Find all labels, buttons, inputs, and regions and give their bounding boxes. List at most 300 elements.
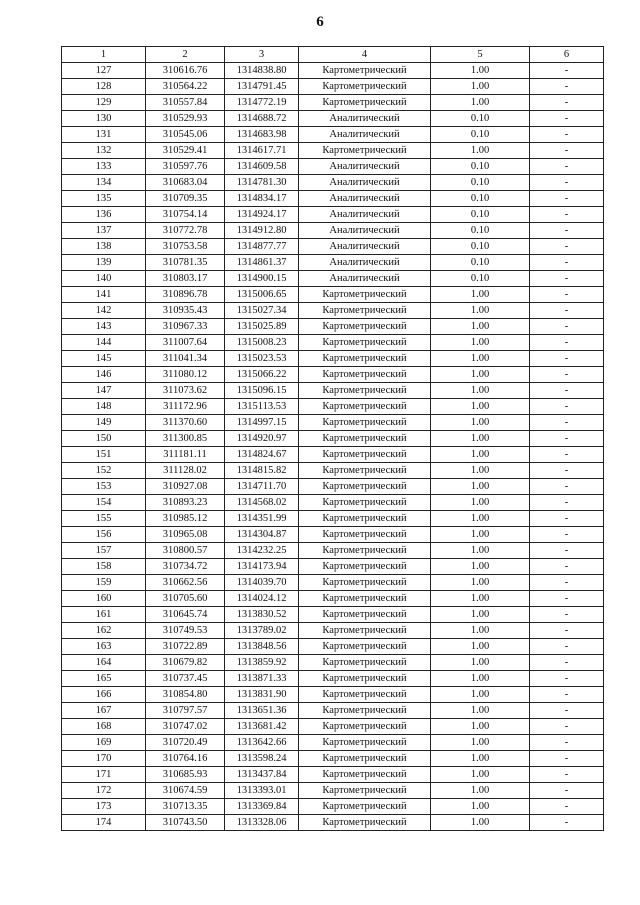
method-cell: Картометрический	[299, 735, 431, 751]
accuracy-cell: 1.00	[431, 815, 530, 831]
accuracy-cell: 1.00	[431, 79, 530, 95]
y-coordinate-cell: 1313831.90	[225, 687, 299, 703]
y-coordinate-cell: 1315027.34	[225, 303, 299, 319]
y-coordinate-cell: 1313848.56	[225, 639, 299, 655]
note-cell: -	[530, 351, 604, 367]
y-coordinate-cell: 1314834.17	[225, 191, 299, 207]
point-number-cell: 145	[62, 351, 146, 367]
method-cell: Картометрический	[299, 655, 431, 671]
header-cell: 1	[62, 47, 146, 63]
point-number-cell: 127	[62, 63, 146, 79]
method-cell: Картометрический	[299, 575, 431, 591]
method-cell: Картометрический	[299, 303, 431, 319]
point-number-cell: 147	[62, 383, 146, 399]
accuracy-cell: 0.10	[431, 159, 530, 175]
x-coordinate-cell: 310927.08	[146, 479, 225, 495]
method-cell: Картометрический	[299, 463, 431, 479]
table-row	[62, 175, 604, 191]
x-coordinate-cell: 310781.35	[146, 255, 225, 271]
accuracy-cell: 1.00	[431, 479, 530, 495]
note-cell: -	[530, 575, 604, 591]
point-number-cell: 155	[62, 511, 146, 527]
y-coordinate-cell: 1313437.84	[225, 767, 299, 783]
accuracy-cell: 1.00	[431, 607, 530, 623]
x-coordinate-cell: 310679.82	[146, 655, 225, 671]
table-row	[62, 191, 604, 207]
note-cell: -	[530, 559, 604, 575]
accuracy-cell: 1.00	[431, 623, 530, 639]
note-cell: -	[530, 495, 604, 511]
y-coordinate-cell: 1313369.84	[225, 799, 299, 815]
x-coordinate-cell: 311080.12	[146, 367, 225, 383]
page-number: 6	[316, 14, 324, 30]
y-coordinate-cell: 1314711.70	[225, 479, 299, 495]
table-row	[62, 495, 604, 511]
method-cell: Картометрический	[299, 95, 431, 111]
point-number-cell: 129	[62, 95, 146, 111]
x-coordinate-cell: 310683.04	[146, 175, 225, 191]
method-cell: Картометрический	[299, 671, 431, 687]
point-number-cell: 164	[62, 655, 146, 671]
note-cell: -	[530, 287, 604, 303]
accuracy-cell: 1.00	[431, 319, 530, 335]
note-cell: -	[530, 447, 604, 463]
table-row	[62, 607, 604, 623]
note-cell: -	[530, 159, 604, 175]
accuracy-cell: 1.00	[431, 687, 530, 703]
accuracy-cell: 0.10	[431, 271, 530, 287]
header-cell: 6	[530, 47, 604, 63]
point-number-cell: 128	[62, 79, 146, 95]
note-cell: -	[530, 239, 604, 255]
accuracy-cell: 1.00	[431, 351, 530, 367]
x-coordinate-cell: 310720.49	[146, 735, 225, 751]
method-cell: Аналитический	[299, 191, 431, 207]
method-cell: Картометрический	[299, 367, 431, 383]
method-cell: Картометрический	[299, 511, 431, 527]
x-coordinate-cell: 310772.78	[146, 223, 225, 239]
note-cell: -	[530, 383, 604, 399]
method-cell: Картометрический	[299, 607, 431, 623]
method-cell: Картометрический	[299, 527, 431, 543]
point-number-cell: 168	[62, 719, 146, 735]
x-coordinate-cell: 311041.34	[146, 351, 225, 367]
table-header-row	[62, 47, 604, 63]
note-cell: -	[530, 703, 604, 719]
x-coordinate-cell: 310685.93	[146, 767, 225, 783]
table-row	[62, 383, 604, 399]
table-row	[62, 543, 604, 559]
y-coordinate-cell: 1314304.87	[225, 527, 299, 543]
table-row	[62, 799, 604, 815]
y-coordinate-cell: 1313859.92	[225, 655, 299, 671]
method-cell: Картометрический	[299, 783, 431, 799]
y-coordinate-cell: 1314688.72	[225, 111, 299, 127]
note-cell: -	[530, 719, 604, 735]
point-number-cell: 166	[62, 687, 146, 703]
x-coordinate-cell: 310896.78	[146, 287, 225, 303]
y-coordinate-cell: 1314920.97	[225, 431, 299, 447]
accuracy-cell: 0.10	[431, 127, 530, 143]
note-cell: -	[530, 95, 604, 111]
note-cell: -	[530, 799, 604, 815]
x-coordinate-cell: 310564.22	[146, 79, 225, 95]
y-coordinate-cell: 1313871.33	[225, 671, 299, 687]
x-coordinate-cell: 311172.96	[146, 399, 225, 415]
method-cell: Картометрический	[299, 703, 431, 719]
x-coordinate-cell: 310705.60	[146, 591, 225, 607]
x-coordinate-cell: 310754.14	[146, 207, 225, 223]
table-row	[62, 575, 604, 591]
table-row	[62, 735, 604, 751]
method-cell: Картометрический	[299, 591, 431, 607]
x-coordinate-cell: 310709.35	[146, 191, 225, 207]
note-cell: -	[530, 223, 604, 239]
y-coordinate-cell: 1315006.65	[225, 287, 299, 303]
y-coordinate-cell: 1315008.23	[225, 335, 299, 351]
table-row	[62, 271, 604, 287]
method-cell: Картометрический	[299, 799, 431, 815]
method-cell: Аналитический	[299, 223, 431, 239]
note-cell: -	[530, 687, 604, 703]
x-coordinate-cell: 310597.76	[146, 159, 225, 175]
point-number-cell: 143	[62, 319, 146, 335]
point-number-cell: 156	[62, 527, 146, 543]
note-cell: -	[530, 255, 604, 271]
point-number-cell: 149	[62, 415, 146, 431]
point-number-cell: 157	[62, 543, 146, 559]
note-cell: -	[530, 527, 604, 543]
point-number-cell: 170	[62, 751, 146, 767]
table-row	[62, 527, 604, 543]
y-coordinate-cell: 1314877.77	[225, 239, 299, 255]
y-coordinate-cell: 1314173.94	[225, 559, 299, 575]
method-cell: Картометрический	[299, 447, 431, 463]
point-number-cell: 154	[62, 495, 146, 511]
point-number-cell: 136	[62, 207, 146, 223]
note-cell: -	[530, 367, 604, 383]
x-coordinate-cell: 310800.57	[146, 543, 225, 559]
method-cell: Картометрический	[299, 543, 431, 559]
y-coordinate-cell: 1314781.30	[225, 175, 299, 191]
method-cell: Картометрический	[299, 751, 431, 767]
point-number-cell: 151	[62, 447, 146, 463]
y-coordinate-cell: 1315025.89	[225, 319, 299, 335]
method-cell: Картометрический	[299, 559, 431, 575]
accuracy-cell: 1.00	[431, 767, 530, 783]
point-number-cell: 150	[62, 431, 146, 447]
table-row	[62, 447, 604, 463]
note-cell: -	[530, 543, 604, 559]
y-coordinate-cell: 1313328.06	[225, 815, 299, 831]
method-cell: Картометрический	[299, 287, 431, 303]
method-cell: Картометрический	[299, 143, 431, 159]
y-coordinate-cell: 1314039.70	[225, 575, 299, 591]
accuracy-cell: 0.10	[431, 239, 530, 255]
method-cell: Аналитический	[299, 239, 431, 255]
note-cell: -	[530, 271, 604, 287]
point-number-cell: 158	[62, 559, 146, 575]
method-cell: Аналитический	[299, 271, 431, 287]
table-row	[62, 639, 604, 655]
note-cell: -	[530, 815, 604, 831]
point-number-cell: 144	[62, 335, 146, 351]
note-cell: -	[530, 207, 604, 223]
note-cell: -	[530, 415, 604, 431]
x-coordinate-cell: 310749.53	[146, 623, 225, 639]
x-coordinate-cell: 310753.58	[146, 239, 225, 255]
point-number-cell: 160	[62, 591, 146, 607]
accuracy-cell: 1.00	[431, 655, 530, 671]
method-cell: Аналитический	[299, 255, 431, 271]
point-number-cell: 162	[62, 623, 146, 639]
x-coordinate-cell: 310616.76	[146, 63, 225, 79]
point-number-cell: 173	[62, 799, 146, 815]
y-coordinate-cell: 1314232.25	[225, 543, 299, 559]
accuracy-cell: 1.00	[431, 543, 530, 559]
x-coordinate-cell: 311007.64	[146, 335, 225, 351]
x-coordinate-cell: 310803.17	[146, 271, 225, 287]
y-coordinate-cell: 1314024.12	[225, 591, 299, 607]
table-row	[62, 655, 604, 671]
coordinates-table	[61, 46, 604, 831]
y-coordinate-cell: 1313830.52	[225, 607, 299, 623]
y-coordinate-cell: 1314861.37	[225, 255, 299, 271]
point-number-cell: 139	[62, 255, 146, 271]
y-coordinate-cell: 1315113.53	[225, 399, 299, 415]
y-coordinate-cell: 1314997.15	[225, 415, 299, 431]
note-cell: -	[530, 735, 604, 751]
note-cell: -	[530, 111, 604, 127]
table-row	[62, 719, 604, 735]
method-cell: Картометрический	[299, 815, 431, 831]
accuracy-cell: 0.10	[431, 191, 530, 207]
x-coordinate-cell: 310764.16	[146, 751, 225, 767]
note-cell: -	[530, 463, 604, 479]
table-row	[62, 511, 604, 527]
accuracy-cell: 1.00	[431, 575, 530, 591]
point-number-cell: 169	[62, 735, 146, 751]
accuracy-cell: 1.00	[431, 447, 530, 463]
method-cell: Картометрический	[299, 351, 431, 367]
y-coordinate-cell: 1314924.17	[225, 207, 299, 223]
method-cell: Картометрический	[299, 623, 431, 639]
table-body	[62, 63, 604, 831]
x-coordinate-cell: 310713.35	[146, 799, 225, 815]
table-row	[62, 79, 604, 95]
note-cell: -	[530, 63, 604, 79]
point-number-cell: 132	[62, 143, 146, 159]
method-cell: Картометрический	[299, 719, 431, 735]
y-coordinate-cell: 1313642.66	[225, 735, 299, 751]
y-coordinate-cell: 1313651.36	[225, 703, 299, 719]
y-coordinate-cell: 1314824.67	[225, 447, 299, 463]
point-number-cell: 161	[62, 607, 146, 623]
point-number-cell: 159	[62, 575, 146, 591]
table-row	[62, 255, 604, 271]
x-coordinate-cell: 311370.60	[146, 415, 225, 431]
x-coordinate-cell: 310854.80	[146, 687, 225, 703]
accuracy-cell: 1.00	[431, 511, 530, 527]
y-coordinate-cell: 1314791.45	[225, 79, 299, 95]
accuracy-cell: 1.00	[431, 703, 530, 719]
x-coordinate-cell: 310557.84	[146, 95, 225, 111]
table-row	[62, 463, 604, 479]
table-row	[62, 223, 604, 239]
table-row	[62, 767, 604, 783]
point-number-cell: 174	[62, 815, 146, 831]
point-number-cell: 142	[62, 303, 146, 319]
note-cell: -	[530, 783, 604, 799]
note-cell: -	[530, 399, 604, 415]
y-coordinate-cell: 1313393.01	[225, 783, 299, 799]
accuracy-cell: 1.00	[431, 735, 530, 751]
table-row	[62, 559, 604, 575]
y-coordinate-cell: 1314351.99	[225, 511, 299, 527]
x-coordinate-cell: 311300.85	[146, 431, 225, 447]
x-coordinate-cell: 310529.93	[146, 111, 225, 127]
note-cell: -	[530, 335, 604, 351]
accuracy-cell: 0.10	[431, 207, 530, 223]
x-coordinate-cell: 310645.74	[146, 607, 225, 623]
x-coordinate-cell: 310967.33	[146, 319, 225, 335]
note-cell: -	[530, 607, 604, 623]
y-coordinate-cell: 1314617.71	[225, 143, 299, 159]
method-cell: Аналитический	[299, 207, 431, 223]
accuracy-cell: 1.00	[431, 591, 530, 607]
method-cell: Картометрический	[299, 383, 431, 399]
note-cell: -	[530, 767, 604, 783]
note-cell: -	[530, 639, 604, 655]
note-cell: -	[530, 143, 604, 159]
accuracy-cell: 1.00	[431, 639, 530, 655]
point-number-cell: 137	[62, 223, 146, 239]
method-cell: Картометрический	[299, 63, 431, 79]
y-coordinate-cell: 1313598.24	[225, 751, 299, 767]
table-row	[62, 399, 604, 415]
x-coordinate-cell: 310743.50	[146, 815, 225, 831]
accuracy-cell: 1.00	[431, 63, 530, 79]
x-coordinate-cell: 310674.59	[146, 783, 225, 799]
method-cell: Картометрический	[299, 767, 431, 783]
point-number-cell: 130	[62, 111, 146, 127]
point-number-cell: 140	[62, 271, 146, 287]
table-row	[62, 367, 604, 383]
x-coordinate-cell: 310747.02	[146, 719, 225, 735]
method-cell: Картометрический	[299, 319, 431, 335]
y-coordinate-cell: 1313789.02	[225, 623, 299, 639]
point-number-cell: 141	[62, 287, 146, 303]
x-coordinate-cell: 311181.11	[146, 447, 225, 463]
accuracy-cell: 1.00	[431, 415, 530, 431]
y-coordinate-cell: 1315096.15	[225, 383, 299, 399]
x-coordinate-cell: 310722.89	[146, 639, 225, 655]
header-cell: 4	[299, 47, 431, 63]
method-cell: Картометрический	[299, 79, 431, 95]
table-row	[62, 623, 604, 639]
x-coordinate-cell: 310893.23	[146, 495, 225, 511]
table-row	[62, 431, 604, 447]
x-coordinate-cell: 310985.12	[146, 511, 225, 527]
accuracy-cell: 1.00	[431, 383, 530, 399]
x-coordinate-cell: 310797.57	[146, 703, 225, 719]
accuracy-cell: 1.00	[431, 671, 530, 687]
point-number-cell: 167	[62, 703, 146, 719]
note-cell: -	[530, 511, 604, 527]
y-coordinate-cell: 1314772.19	[225, 95, 299, 111]
method-cell: Аналитический	[299, 159, 431, 175]
point-number-cell: 138	[62, 239, 146, 255]
accuracy-cell: 1.00	[431, 335, 530, 351]
note-cell: -	[530, 175, 604, 191]
table-row	[62, 671, 604, 687]
accuracy-cell: 1.00	[431, 431, 530, 447]
accuracy-cell: 1.00	[431, 799, 530, 815]
table-row	[62, 239, 604, 255]
accuracy-cell: 1.00	[431, 287, 530, 303]
x-coordinate-cell: 311073.62	[146, 383, 225, 399]
method-cell: Картометрический	[299, 335, 431, 351]
table-row	[62, 111, 604, 127]
y-coordinate-cell: 1314568.02	[225, 495, 299, 511]
table-row	[62, 815, 604, 831]
note-cell: -	[530, 431, 604, 447]
accuracy-cell: 1.00	[431, 303, 530, 319]
point-number-cell: 131	[62, 127, 146, 143]
point-number-cell: 171	[62, 767, 146, 783]
point-number-cell: 165	[62, 671, 146, 687]
note-cell: -	[530, 655, 604, 671]
header-cell: 3	[225, 47, 299, 63]
note-cell: -	[530, 319, 604, 335]
note-cell: -	[530, 191, 604, 207]
note-cell: -	[530, 127, 604, 143]
table-row	[62, 143, 604, 159]
table-row	[62, 319, 604, 335]
point-number-cell: 133	[62, 159, 146, 175]
accuracy-cell: 0.10	[431, 111, 530, 127]
accuracy-cell: 1.00	[431, 719, 530, 735]
y-coordinate-cell: 1314815.82	[225, 463, 299, 479]
accuracy-cell: 1.00	[431, 463, 530, 479]
table-row	[62, 63, 604, 79]
table-row	[62, 95, 604, 111]
x-coordinate-cell: 310737.45	[146, 671, 225, 687]
x-coordinate-cell: 310662.56	[146, 575, 225, 591]
y-coordinate-cell: 1314900.15	[225, 271, 299, 287]
point-number-cell: 135	[62, 191, 146, 207]
x-coordinate-cell: 310935.43	[146, 303, 225, 319]
table-row	[62, 351, 604, 367]
header-cell: 2	[146, 47, 225, 63]
x-coordinate-cell: 310734.72	[146, 559, 225, 575]
point-number-cell: 146	[62, 367, 146, 383]
method-cell: Картометрический	[299, 687, 431, 703]
accuracy-cell: 1.00	[431, 751, 530, 767]
table-row	[62, 335, 604, 351]
table-row	[62, 207, 604, 223]
y-coordinate-cell: 1314609.58	[225, 159, 299, 175]
method-cell: Картометрический	[299, 399, 431, 415]
y-coordinate-cell: 1313681.42	[225, 719, 299, 735]
method-cell: Аналитический	[299, 175, 431, 191]
x-coordinate-cell: 311128.02	[146, 463, 225, 479]
table-row	[62, 303, 604, 319]
point-number-cell: 172	[62, 783, 146, 799]
method-cell: Картометрический	[299, 479, 431, 495]
y-coordinate-cell: 1315023.53	[225, 351, 299, 367]
accuracy-cell: 0.10	[431, 223, 530, 239]
